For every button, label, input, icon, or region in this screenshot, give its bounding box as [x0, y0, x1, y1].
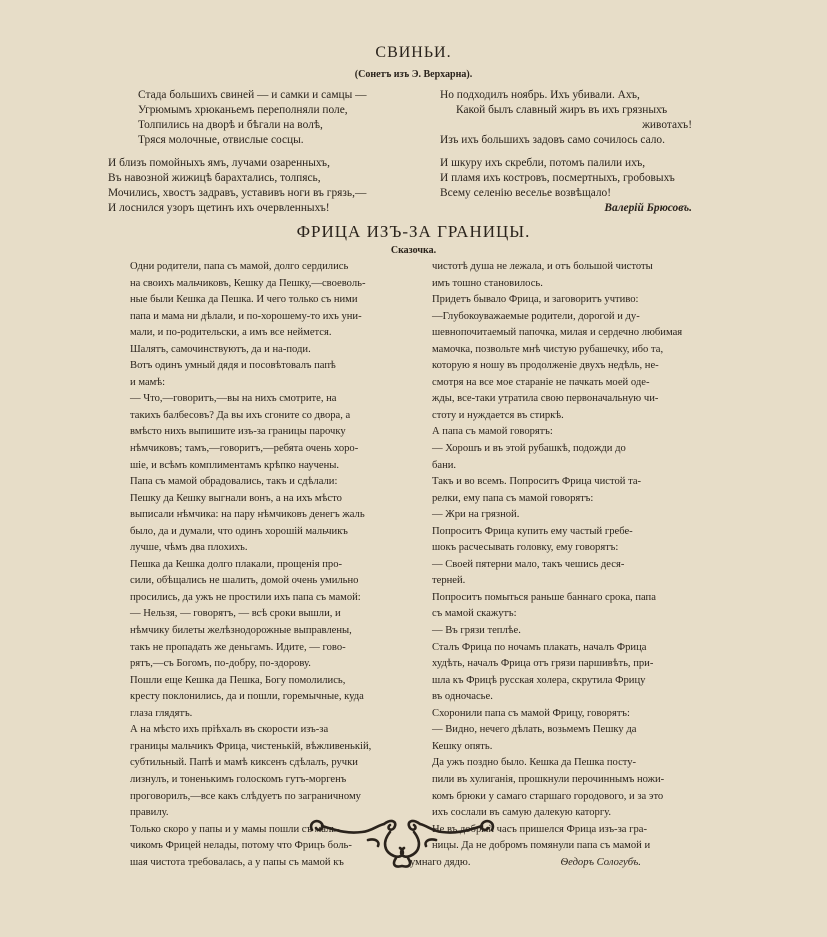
poem-line: И близъ помойныхъ ямъ, лучами озаренныхъ,: [108, 157, 330, 169]
paragraph: [410, 474, 696, 507]
paragraph: [108, 673, 400, 723]
text-line: нѣмчиковъ; тамъ,—говоритъ,—ребята очень хоро-: [130, 443, 359, 455]
text-line: Кешку опять.: [432, 740, 493, 752]
text-line: чистотѣ душа не лежала, и отъ большой чистоты: [432, 261, 653, 272]
paragraph: [108, 259, 400, 358]
text-line: правилу.: [130, 807, 169, 819]
text-line: стоту и нуждается въ стиркѣ.: [432, 409, 564, 421]
decorative-ornament: [306, 812, 498, 870]
text-line: такъ не пропадать же деньгамъ. Идите, — гово-: [130, 641, 346, 653]
text-line: шая чистота требовалась, а у папы съ мамой къ: [130, 856, 344, 868]
text-line: Не въ добрый часъ пришелся Фрица изъ-за гра-: [432, 823, 647, 835]
text-line: ные были Кешка да Пешка. И чего только съ ними: [130, 294, 358, 306]
text-line: умнаго дядю.: [410, 856, 471, 868]
text-line: смотря на все мое стараніе не пачкать моей оде-: [432, 376, 650, 388]
text-line: Папа съ мамой обрадовались, такъ и сдѣлали:: [130, 476, 338, 488]
paragraph: [108, 606, 400, 672]
paragraph: [410, 722, 696, 755]
text-line: комъ брюки у самаго старшаго городового, и за это: [432, 790, 664, 802]
text-line: было, да и думали, что одинъ хорошій мальчикъ: [130, 525, 348, 537]
text-line: пили въ хулиганія, прошкнули перочиннымъ ножи-: [432, 773, 665, 785]
poem-line: Всему селенію веселье возвѣщало!: [440, 187, 612, 199]
text-line: которую я ношу въ продолженіе двухъ недѣль, не-: [432, 360, 659, 372]
paragraph: [410, 557, 696, 590]
text-line: — Жри на грязной.: [432, 509, 520, 521]
paragraph: [108, 722, 400, 821]
paragraph: [410, 292, 696, 309]
text-line: ницы. Да не добромъ помянули папа съ мамой и: [432, 840, 651, 852]
poem-subtitle: (Сонетъ изъ Э. Верхарна).: [354, 69, 473, 80]
story-left-column: [108, 259, 400, 871]
text-line: Пешку да Кешку выгнали вонъ, а на ихъ мѣсто: [130, 492, 342, 504]
text-line: — Нельзя, — говорятъ, — всѣ сроки вышли, и: [130, 608, 341, 620]
text-line: Такъ и во всемъ. Попроситъ Фрица чистой та-: [432, 476, 642, 488]
text-line: Пешка да Кешка долго плакали, прощенія про-: [130, 558, 343, 570]
text-line: кресту поклонились, да и пошли, горемычные, куда: [130, 691, 364, 703]
story-title: ФРИЦА ИЗЪ-ЗА ГРАНИЦЫ.: [296, 222, 531, 241]
poem-signature: Валерій Брюсовъ.: [604, 202, 692, 214]
text-line: Одни родители, папа съ мамой, долго сердились: [130, 261, 349, 272]
story-subtitle: Сказочка.: [390, 245, 437, 256]
text-line: шіе, и всѣмъ комплиментамъ крѣпко научены.: [130, 459, 340, 471]
text-line: лизнулъ, и тоненькимъ голоскомъ гутъ-моргенъ: [130, 773, 347, 785]
text-line: Шалятъ, самочинствуютъ, да и на-поди.: [130, 343, 311, 355]
paragraph: [108, 474, 400, 557]
poem-line: Въ навозной жижицѣ бараxтались, толпясь,: [108, 172, 321, 184]
text-line: жды, все-таки утратила свою первоначальную чи-: [432, 393, 659, 405]
text-line: лучше, чѣмъ два плохихъ.: [130, 542, 248, 554]
text-line: границы мальчикъ Фрица, чистенькій, вѣжливенькій,: [130, 740, 372, 752]
text-line: нѣмчику билеты желѣзнодорожные выправлены,: [130, 625, 352, 637]
text-line: Попроситъ Фрица купить ему частый гребе-: [432, 525, 633, 537]
poem-line: И пламя ихъ костровъ, посмертныхъ, гробовыхъ: [440, 172, 675, 184]
text-line: съ мамой скажутъ:: [432, 608, 517, 620]
text-line: шла къ Фрицѣ русская холера, скрутила Фрицу: [432, 674, 646, 686]
text-line: Да ужъ поздно было. Кешка да Пешка посту-: [432, 757, 637, 769]
story-signature: Ѳедоръ Сологубъ.: [560, 856, 641, 868]
poem-line: Мочились, хвостъ задравъ, уставивъ ноги въ грязь,—: [108, 187, 367, 199]
text-line: худѣть, началъ Фрица отъ грязи паршивѣть, при-: [432, 658, 654, 670]
text-line: шевнопочитаемый папочка, милая и сердечно любимая: [432, 327, 683, 339]
text-line: въ одночасье.: [432, 691, 493, 703]
text-line: папа и мама ни дѣлали, и по-хорошему-то ихъ уни-: [130, 310, 362, 322]
text-line: Пошли еще Кешка да Пешка, Богу помолились,: [130, 674, 346, 686]
text-line: — Въ грязи теплѣе.: [432, 625, 521, 637]
paragraph: [410, 706, 696, 723]
poem-line: Какой былъ славный жиръ въ ихъ грязныхъ: [456, 104, 668, 116]
text-line: на своихъ мальчиковъ, Кешку да Пешку,—своеволь-: [130, 277, 366, 289]
poem-line: Изъ ихъ большихъ задовъ само сочилось сало.: [440, 134, 665, 146]
story-right-column: [410, 259, 696, 871]
text-line: — Видно, нечего дѣлать, возьмемъ Пешку да: [432, 724, 637, 736]
text-line: такихъ балбесовъ? Да вы ихъ сгоните со двора, а: [130, 409, 351, 421]
paragraph: [410, 640, 696, 706]
text-line: проговорилъ,—все какъ слѣдуетъ по заграничному: [130, 790, 361, 802]
paragraph: [410, 259, 696, 292]
text-line: Сталъ Фрица по ночамъ плакать, началъ Фрица: [432, 641, 647, 653]
paragraph: [410, 590, 696, 623]
poem-line: Но подходилъ ноябрь. Ихъ убивали. Ахъ,: [440, 89, 640, 101]
text-line: — Своей пятерни мало, такъ чешись деся-: [432, 558, 625, 570]
poem-right-stanza-2: [440, 156, 692, 216]
poem-right-stanza-1: [440, 88, 692, 148]
text-line: просились, да ужъ не простили ихъ папа съ мамой:: [130, 591, 361, 603]
text-line: мали, и по-родительски, а имъ все неймется.: [130, 327, 332, 339]
text-line: чикомъ Фрицей нелады, потому что Фрицъ боль-: [130, 840, 352, 852]
poem-line: Угрюмымъ хрюканьемъ переполняли поле,: [138, 104, 348, 116]
paragraph: [108, 358, 400, 391]
poem-line: Толпились на дворѣ и бѣгали на волѣ,: [138, 119, 323, 131]
text-line: сили, обѣщались не шалить, домой очень умильно: [130, 575, 359, 587]
text-line: —Глубокоуважаемые родители, дорогой и ду-: [432, 310, 640, 322]
text-line: выписали нѣмчика: на пару нѣмчиковъ денегъ жаль: [130, 509, 365, 521]
text-line: субтильный. Папѣ и мамѣ киксенъ сдѣлалъ, ручки: [130, 757, 358, 769]
text-line: Попроситъ помыться раньше баннаго срока, папа: [432, 591, 656, 603]
text-line: рятъ,—съ Богомъ, по-добру, по-здорову.: [130, 658, 311, 670]
poem-line: И шкуру ихъ скребли, потомъ палили ихъ,: [440, 157, 646, 169]
paragraph: [410, 424, 696, 441]
poem-left-stanza-1: [138, 88, 367, 148]
poem-title: СВИНЬИ.: [375, 44, 452, 61]
text-line: шокъ расчесывать головку, ему говорятъ:: [432, 542, 619, 554]
paragraph: [108, 557, 400, 607]
poem-line: Стада большихъ свиней — и самки и самцы —: [138, 89, 367, 101]
text-line: А на мѣсто ихъ пріѣхалъ въ скорости изъ-за: [130, 724, 329, 736]
text-line: глаза глядятъ.: [130, 707, 193, 719]
text-line: терней.: [432, 575, 466, 587]
text-line: Придетъ бывало Фрица, и заговоритъ учтиво:: [432, 294, 639, 306]
paragraph: [410, 309, 696, 425]
paragraph: [410, 507, 696, 524]
text-line: — Что,—говоритъ,—вы на нихъ смотрите, на: [130, 393, 337, 405]
paragraph: [108, 391, 400, 474]
text-line: А папа съ мамой говорятъ:: [432, 426, 553, 438]
text-line: и мамѣ:: [130, 376, 166, 388]
text-line: — Хорошъ и въ этой рубашкѣ, подожди до: [432, 443, 626, 455]
poem-left-stanza-2: [108, 156, 366, 216]
text-line: Вотъ одинъ умный дядя и посовѣтовалъ папѣ: [130, 360, 336, 372]
text-line: бани.: [432, 459, 457, 471]
paragraph: [410, 441, 696, 474]
poem-line: И лоснился узоръ щетинъ ихъ очервленныхъ!: [108, 202, 330, 214]
text-line: вмѣсто нихъ выпишите изъ-за границы парочку: [130, 426, 346, 438]
paragraph: [410, 623, 696, 640]
text-line: мамочка, позвольте мнѣ чистую рубашечку, ибо та,: [432, 343, 664, 355]
text-line: ихъ сослали въ самую далекую каторгу.: [432, 807, 612, 819]
poem-line: Тряся молочные, отвислые сосцы.: [138, 134, 304, 146]
paragraph: [410, 524, 696, 557]
text-line: Схоронили папа съ мамой Фрицу, говорятъ:: [432, 707, 630, 719]
text-line: Только скоро у папы и у мамы пошли съ маль-: [130, 823, 340, 835]
text-line: имъ тошно становилось.: [432, 277, 543, 289]
poem-line: животахъ!: [642, 119, 692, 131]
text-line: релки, ему папа съ мамой говорятъ:: [432, 492, 594, 504]
